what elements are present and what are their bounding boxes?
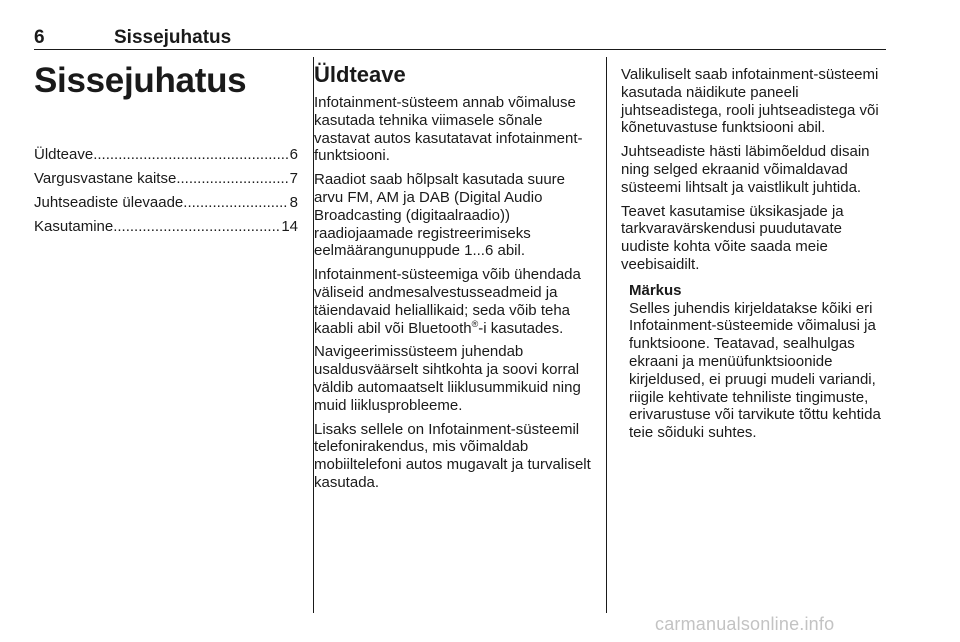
note-text: Selles juhendis kirjeldatakse kõiki eri Infotainment-süsteemide võimalusi ja funktsioone. Teatavad, sealhulgas ekraani ja menüüfunktsioonide kirjeldused, ei pruugi mudeli variandi, riigile kehtivate tehniliste tingimuste, erivarustuse või tarvikute tõttu kehtida teie sõiduki suhtes. [629, 299, 881, 442]
toc-entry[interactable] [34, 191, 298, 215]
page-header [34, 27, 886, 51]
toc-entry-page: 7 [289, 170, 298, 187]
toc-entry-title: Üldteave [34, 146, 94, 163]
header-rule [34, 49, 886, 50]
registered-mark: ® [471, 318, 479, 329]
toc-entry[interactable] [34, 215, 298, 239]
paragraph: Infotainment-süsteem annab võimaluse kasutada tehnika viimasele sõnale vastavat autos kasutatavat infotainment-funktsiooni. [314, 94, 583, 165]
chapter-column [34, 55, 298, 239]
paragraph: Juhtseadiste hästi läbimõeldud disain ning selged ekraanid võimaldavad süsteemi lihtsalt ja vaistlikult juhtida. [621, 143, 870, 196]
paragraph: Teavet kasutamise üksikasjade ja tarkvaravärskendusi puudutavate uudiste kohta võite saada meie veebisaidilt. [621, 202, 844, 273]
paragraph-text: -i kasutades. [478, 319, 564, 337]
chapter-title: Sissejuhatus [34, 61, 247, 100]
toc-entry-title: Vargusvastane kaitse [34, 170, 177, 187]
toc-leader [183, 191, 287, 215]
paragraph: Navigeerimissüsteem juhendab usaldusväärselt sihtkohta ja soovi korral väldib automaatselt liiklusummikuid ning muid liiklusprobleeme. [314, 343, 581, 414]
toc-leader [113, 215, 279, 239]
toc-entry-page: 14 [281, 218, 298, 235]
toc-entry[interactable] [34, 167, 298, 191]
section-title: Üldteave [314, 62, 406, 87]
table-of-contents [34, 143, 298, 239]
toc-leader [93, 143, 287, 167]
section-column-left [314, 60, 598, 498]
toc-entry-page: 8 [289, 194, 298, 211]
toc-entry-title: Kasutamine [34, 218, 114, 235]
note-box [621, 282, 889, 442]
toc-leader [176, 167, 287, 191]
column-divider [606, 57, 607, 613]
paragraph: Valikuliselt saab infotainment-süsteemi kasutada näidikute paneeli juhtseadistega, rooli juhtseadistega või kõnetuvastuse funktsiooni abil. [621, 66, 879, 137]
paragraph-text: Infotainment-süsteemiga võib ühendada väliseid andmesalvestusseadmeid ja täiendavaid heliallikaid; seda võib teha kaabli abil või Bluetooth [314, 266, 581, 337]
paragraph: Raadiot saab hõlpsalt kasutada suure arvu FM, AM ja DAB (Digital Audio Broadcasting (digitaalraadio)) raadiojaamade registreerimiseks eelmäärangunuppude 1...6 abil. [314, 171, 566, 260]
note-label: Märkus [629, 281, 682, 299]
section-column-right [621, 66, 889, 442]
toc-entry-title: Juhtseadiste ülevaade [34, 194, 184, 211]
page-number: 6 [34, 27, 45, 48]
running-title: Sissejuhatus [114, 27, 232, 48]
paragraph: Lisaks sellele on Infotainment-süsteemil telefonirakendus, mis võimaldab mobiiltelefoni autos mugavalt ja turvaliselt kasutada. [314, 420, 591, 491]
paragraph [314, 266, 598, 337]
toc-entry[interactable] [34, 143, 298, 167]
toc-entry-page: 6 [289, 146, 298, 163]
watermark: carmanualsonline.info [655, 614, 835, 634]
